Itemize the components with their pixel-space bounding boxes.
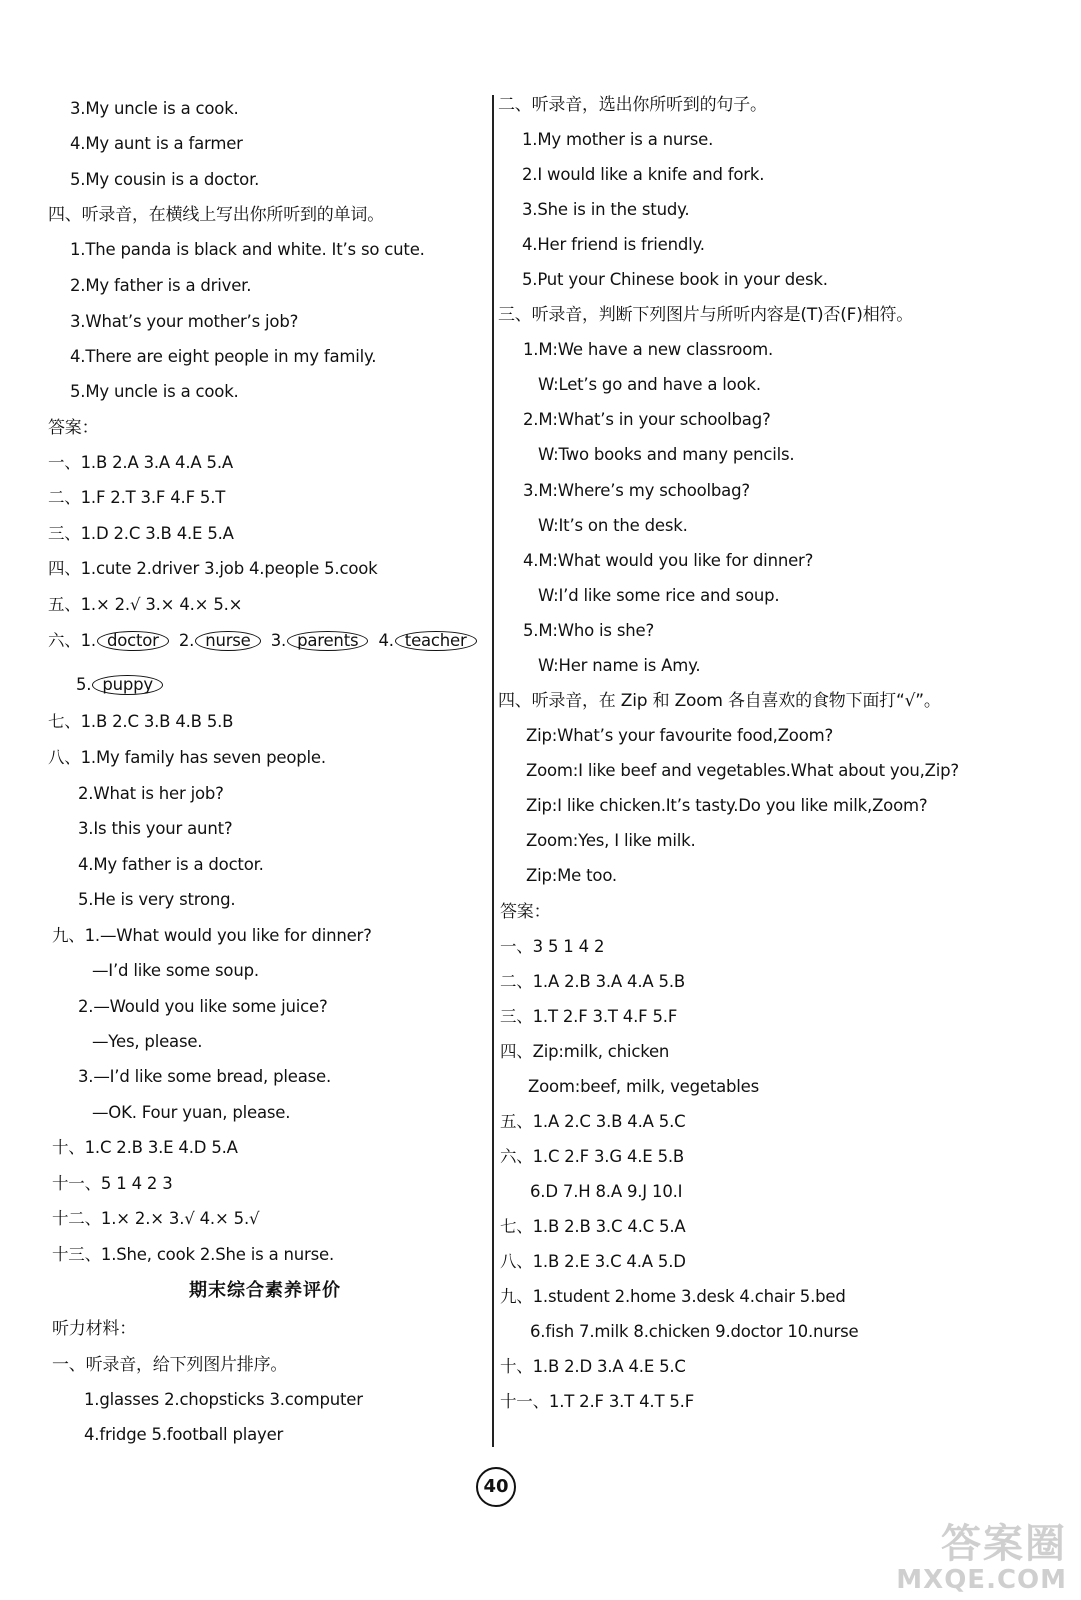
- circled-word: puppy: [92, 675, 163, 695]
- text-line: 5.M:Who is she?: [523, 621, 655, 640]
- watermark-url: MXQE.COM: [896, 1565, 1067, 1595]
- text-line: 4.Her friend is friendly.: [522, 235, 705, 254]
- text-line: 1.The panda is black and white. It’s so cute.: [70, 240, 425, 259]
- text-line: Zoom:Yes, I like milk.: [526, 831, 696, 850]
- answer-line: Zoom:beef, milk, vegetables: [528, 1077, 760, 1096]
- watermark-logo: [896, 1522, 1067, 1594]
- text-line: Zip:Me too.: [526, 866, 617, 885]
- answer-line: 三、1.T 2.F 3.T 4.F 5.F: [500, 1007, 678, 1026]
- text-line: —Yes, please.: [92, 1032, 203, 1051]
- text-line: Zoom:I like beef and vegetables.What about you,Zip?: [526, 761, 959, 780]
- answers-heading: 答案：: [48, 418, 99, 438]
- text-line: 1.glasses 2.chopsticks 3.computer: [84, 1390, 363, 1409]
- section-heading: 三、听录音，判断下列图片与所听内容是(T)否(F)相符。: [498, 305, 914, 325]
- text-line: 2.M:What’s in your schoolbag?: [523, 410, 771, 429]
- circled-answer-line: 5. puppy: [76, 674, 163, 696]
- text-line: 5.Put your Chinese book in your desk.: [522, 270, 828, 289]
- answer-line: 七、1.B 2.C 3.B 4.B 5.B: [48, 712, 234, 731]
- answer-line: 九、1.student 2.home 3.desk 4.chair 5.bed: [500, 1287, 846, 1306]
- text-line: 3.M:Where’s my schoolbag?: [523, 481, 750, 500]
- text-line: 5.My cousin is a doctor.: [70, 170, 260, 189]
- text-line: Zip:I like chicken.It’s tasty.Do you like milk,Zoom?: [526, 796, 928, 815]
- answer-line: 一、1.B 2.A 3.A 4.A 5.A: [48, 453, 233, 472]
- text-line: 3.—I’d like some bread, please.: [78, 1067, 331, 1086]
- text-line: W:Her name is Amy.: [538, 656, 701, 675]
- text-line: 2.My father is a driver.: [70, 276, 252, 295]
- watermark-text: 答案圈: [941, 1521, 1067, 1567]
- answer-prefix: 六、: [48, 631, 81, 650]
- circled-word: teacher: [395, 631, 477, 651]
- answers-heading: 答案：: [500, 902, 551, 922]
- answer-line: 八、1.My family has seven people.: [48, 748, 326, 767]
- section-heading: 四、听录音，在 Zip 和 Zoom 各自喜欢的食物下面打“√”。: [498, 691, 941, 711]
- text-line: 1.My mother is a nurse.: [522, 130, 714, 149]
- text-line: 5.My uncle is a cook.: [70, 382, 239, 401]
- answer-line: 十三、1.She, cook 2.She is a nurse.: [52, 1245, 335, 1264]
- section-heading: 听力材料：: [52, 1319, 136, 1339]
- section-title: 期末综合素养评价: [189, 1280, 341, 1301]
- answer-line: 二、1.A 2.B 3.A 4.A 5.B: [500, 972, 685, 991]
- text-line: 3.What’s your mother’s job?: [70, 312, 299, 331]
- text-line: 3.Is this your aunt?: [78, 819, 233, 838]
- answer-line: 一、3 5 1 4 2: [500, 937, 605, 956]
- section-heading: 二、听录音，选出你所听到的句子。: [498, 95, 767, 115]
- text-line: 2.What is her job?: [78, 784, 224, 803]
- answer-line: 六、1.C 2.F 3.G 4.E 5.B: [500, 1147, 685, 1166]
- answer-line: 七、1.B 2.B 3.C 4.C 5.A: [500, 1217, 686, 1236]
- text-line: 2.I would like a knife and fork.: [522, 165, 765, 184]
- answer-line: 十二、1.× 2.× 3.√ 4.× 5.√: [52, 1209, 260, 1228]
- answer-line: 6.fish 7.milk 8.chicken 9.doctor 10.nurse: [530, 1322, 859, 1341]
- text-line: W:Two books and many pencils.: [538, 445, 795, 464]
- answer-line: 十、1.B 2.D 3.A 4.E 5.C: [500, 1357, 686, 1376]
- answer-line: 四、Zip:milk, chicken: [500, 1042, 670, 1061]
- text-line: W:I’d like some rice and soup.: [538, 586, 780, 605]
- answer-line: 十、1.C 2.B 3.E 4.D 5.A: [52, 1138, 238, 1157]
- text-line: 4.There are eight people in my family.: [70, 347, 377, 366]
- answer-line: 五、1.A 2.C 3.B 4.A 5.C: [500, 1112, 686, 1131]
- text-line: 4.My aunt is a farmer: [70, 134, 243, 153]
- text-line: 4.My father is a doctor.: [78, 855, 264, 874]
- answer-line: 三、1.D 2.C 3.B 4.E 5.A: [48, 524, 234, 543]
- circled-word: nurse: [195, 631, 260, 651]
- text-line: W:It’s on the desk.: [538, 516, 688, 535]
- answer-line: 6.D 7.H 8.A 9.J 10.I: [530, 1182, 683, 1201]
- section-heading: 四、听录音，在横线上写出你所听到的单词。: [48, 205, 384, 225]
- text-line: 3.My uncle is a cook.: [70, 99, 239, 118]
- text-line: 2.—Would you like some juice?: [78, 997, 328, 1016]
- text-line: W:Let’s go and have a look.: [538, 375, 761, 394]
- text-line: 5.He is very strong.: [78, 890, 236, 909]
- answer-line: 五、1.× 2.√ 3.× 4.× 5.×: [48, 595, 243, 614]
- circled-answer-line: 六、1. doctor 2. nurse 3. parents 4. teacher: [48, 630, 477, 652]
- text-line: Zip:What’s your favourite food,Zoom?: [526, 726, 834, 745]
- circled-word: doctor: [97, 631, 169, 651]
- answer-line: 十一、1.T 2.F 3.T 4.T 5.F: [500, 1392, 695, 1411]
- page-number: 40: [476, 1467, 516, 1507]
- answer-line: 九、1.—What would you like for dinner?: [52, 926, 372, 945]
- text-line: 1.M:We have a new classroom.: [523, 340, 774, 359]
- answer-line: 四、1.cute 2.driver 3.job 4.people 5.cook: [48, 559, 378, 578]
- section-heading: 一、听录音，给下列图片排序。: [52, 1355, 288, 1375]
- answer-line: 十一、5 1 4 2 3: [52, 1174, 173, 1193]
- circled-word: parents: [287, 631, 368, 651]
- text-line: 4.M:What would you like for dinner?: [523, 551, 814, 570]
- text-line: 4.fridge 5.football player: [84, 1425, 284, 1444]
- text-line: 3.She is in the study.: [522, 200, 690, 219]
- text-line: —OK. Four yuan, please.: [92, 1103, 291, 1122]
- text-line: —I’d like some soup.: [92, 961, 259, 980]
- answer-line: 二、1.F 2.T 3.F 4.F 5.T: [48, 488, 226, 507]
- answer-line: 八、1.B 2.E 3.C 4.A 5.D: [500, 1252, 686, 1271]
- column-divider: [492, 95, 494, 1447]
